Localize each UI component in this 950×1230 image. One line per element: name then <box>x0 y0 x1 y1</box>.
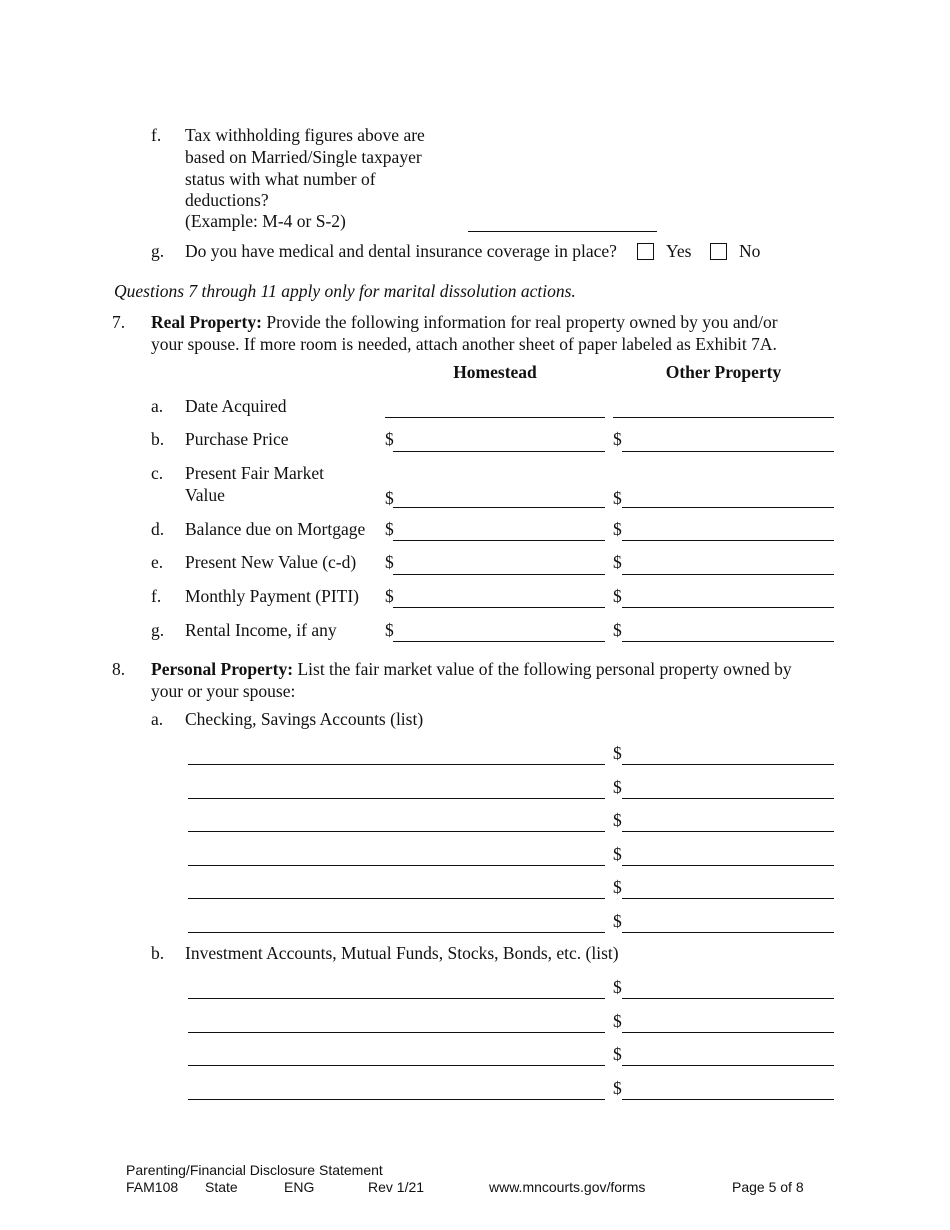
dollar-sign: $ <box>613 429 622 449</box>
q7-row-d-letter: d. <box>151 519 165 539</box>
q8-number: 8. <box>112 659 126 679</box>
q7-row-c-letter: c. <box>151 463 164 483</box>
q8-title: Personal Property: <box>151 659 294 679</box>
q7-row-e-label: Present New Value (c-d) <box>185 552 357 572</box>
dollar-sign: $ <box>613 776 622 797</box>
checking-account-description-field[interactable] <box>188 798 605 799</box>
dollar-sign: $ <box>613 977 622 997</box>
purchase-price-homestead-field[interactable] <box>393 451 605 452</box>
q8-a-letter: a. <box>151 709 164 729</box>
insurance-no-label: No <box>739 241 761 261</box>
q7-row-g-letter: g. <box>151 620 165 640</box>
dollar-sign: $ <box>385 488 394 508</box>
q7-row-a-label: Date Acquired <box>185 396 287 416</box>
withholding-deductions-field[interactable] <box>468 231 657 232</box>
dollar-sign: $ <box>613 843 622 864</box>
dollar-sign: $ <box>613 519 622 539</box>
item-g-letter: g. <box>151 241 165 261</box>
checking-account-description-field[interactable] <box>188 932 605 933</box>
q7-row-e-letter: e. <box>151 552 164 572</box>
monthly-payment-homestead-field[interactable] <box>393 607 605 608</box>
checking-account-description-field[interactable] <box>188 898 605 899</box>
new-value-other-field[interactable] <box>622 574 834 575</box>
q7-row-b-label: Purchase Price <box>185 429 289 449</box>
footer-language: ENG <box>284 1179 315 1195</box>
q7-row-c-label-1: Present Fair Market <box>185 463 324 483</box>
q7-line-1 <box>151 311 778 333</box>
new-value-homestead-field[interactable] <box>393 574 605 575</box>
investment-account-amount-field[interactable] <box>622 998 834 999</box>
checking-account-description-field[interactable] <box>188 831 605 832</box>
insurance-yes-label: Yes <box>666 241 692 261</box>
q7-row-g-label: Rental Income, if any <box>185 620 337 640</box>
dollar-sign: $ <box>613 1077 622 1098</box>
q8-b-letter: b. <box>151 943 165 963</box>
investment-account-amount-field[interactable] <box>622 1065 834 1066</box>
date-acquired-homestead-field[interactable] <box>385 417 605 418</box>
fair-market-value-homestead-field[interactable] <box>393 507 605 508</box>
dollar-sign: $ <box>385 586 394 606</box>
footer-scope: State <box>205 1179 238 1195</box>
dollar-sign: $ <box>385 519 394 539</box>
q8-text-1: List the fair market value of the following personal property owned by <box>293 659 792 679</box>
investment-account-description-field[interactable] <box>188 1065 605 1066</box>
item-f-text-5: (Example: M-4 or S-2) <box>185 211 346 231</box>
footer-title: Parenting/Financial Disclosure Statement <box>126 1162 383 1178</box>
q7-title: Real Property: <box>151 312 262 332</box>
investment-account-description-field[interactable] <box>188 1099 605 1100</box>
checking-account-amount-field[interactable] <box>622 831 834 832</box>
date-acquired-other-field[interactable] <box>613 417 834 418</box>
dollar-sign: $ <box>613 877 622 897</box>
item-f-letter: f. <box>151 125 162 145</box>
insurance-yes-checkbox[interactable] <box>637 243 654 260</box>
checking-account-amount-field[interactable] <box>622 932 834 933</box>
q8-b-label: Investment Accounts, Mutual Funds, Stocks, Bonds, etc. (list) <box>185 943 619 963</box>
purchase-price-other-field[interactable] <box>622 451 834 452</box>
q7-row-f-letter: f. <box>151 586 162 606</box>
rental-income-other-field[interactable] <box>622 641 834 642</box>
q7-row-a-letter: a. <box>151 396 164 416</box>
checking-account-description-field[interactable] <box>188 764 605 765</box>
item-f-text-3: status with what number of <box>185 169 376 189</box>
checking-account-description-field[interactable] <box>188 865 605 866</box>
dollar-sign: $ <box>613 488 622 508</box>
footer-url[interactable]: www.mncourts.gov/forms <box>489 1179 646 1195</box>
q7-text-2: your spouse. If more room is needed, attach another sheet of paper labeled as Exhibit 7A. <box>151 334 777 354</box>
checking-account-amount-field[interactable] <box>622 865 834 866</box>
dollar-sign: $ <box>613 1010 622 1031</box>
item-f-text-1: Tax withholding figures above are <box>185 125 425 145</box>
item-f-text-4: deductions? <box>185 190 269 210</box>
q8-text-2: your or your spouse: <box>151 681 296 701</box>
dollar-sign: $ <box>613 1044 622 1064</box>
q7-row-c-label-2: Value <box>185 485 225 505</box>
footer-page-number: Page 5 of 8 <box>732 1179 804 1195</box>
investment-account-amount-field[interactable] <box>622 1099 834 1100</box>
q7-row-f-label: Monthly Payment (PITI) <box>185 586 360 606</box>
investment-account-amount-field[interactable] <box>622 1032 834 1033</box>
mortgage-balance-homestead-field[interactable] <box>393 540 605 541</box>
footer-form-id: FAM108 <box>126 1179 179 1195</box>
q8-a-label: Checking, Savings Accounts (list) <box>185 709 424 729</box>
dollar-sign: $ <box>613 552 622 572</box>
dollar-sign: $ <box>613 910 622 931</box>
dollar-sign: $ <box>385 552 394 572</box>
dissolution-note: Questions 7 through 11 apply only for marital dissolution actions. <box>114 281 576 301</box>
insurance-no-checkbox[interactable] <box>710 243 727 260</box>
fair-market-value-other-field[interactable] <box>622 507 834 508</box>
dollar-sign: $ <box>613 586 622 606</box>
mortgage-balance-other-field[interactable] <box>622 540 834 541</box>
footer-revision: Rev 1/21 <box>368 1179 425 1195</box>
q7-row-b-letter: b. <box>151 429 165 449</box>
col-homestead-header: Homestead <box>453 362 537 382</box>
checking-account-amount-field[interactable] <box>622 798 834 799</box>
investment-account-description-field[interactable] <box>188 998 605 999</box>
checking-account-amount-field[interactable] <box>622 898 834 899</box>
checking-account-amount-field[interactable] <box>622 764 834 765</box>
item-f-text-2: based on Married/Single taxpayer <box>185 147 422 167</box>
q8-line-1 <box>151 658 792 680</box>
q7-number: 7. <box>112 312 126 332</box>
investment-account-description-field[interactable] <box>188 1032 605 1033</box>
dollar-sign: $ <box>613 743 622 763</box>
insurance-question: Do you have medical and dental insurance coverage in place? <box>185 241 617 261</box>
col-other-property-header: Other Property <box>665 362 782 382</box>
monthly-payment-other-field[interactable] <box>622 607 834 608</box>
dollar-sign: $ <box>385 620 394 640</box>
q7-text-1: Provide the following information for real property owned by you and/or <box>261 312 778 332</box>
q7-row-d-label: Balance due on Mortgage <box>185 519 366 539</box>
rental-income-homestead-field[interactable] <box>393 641 605 642</box>
dollar-sign: $ <box>613 810 622 830</box>
dollar-sign: $ <box>385 429 394 449</box>
dollar-sign: $ <box>613 620 622 640</box>
